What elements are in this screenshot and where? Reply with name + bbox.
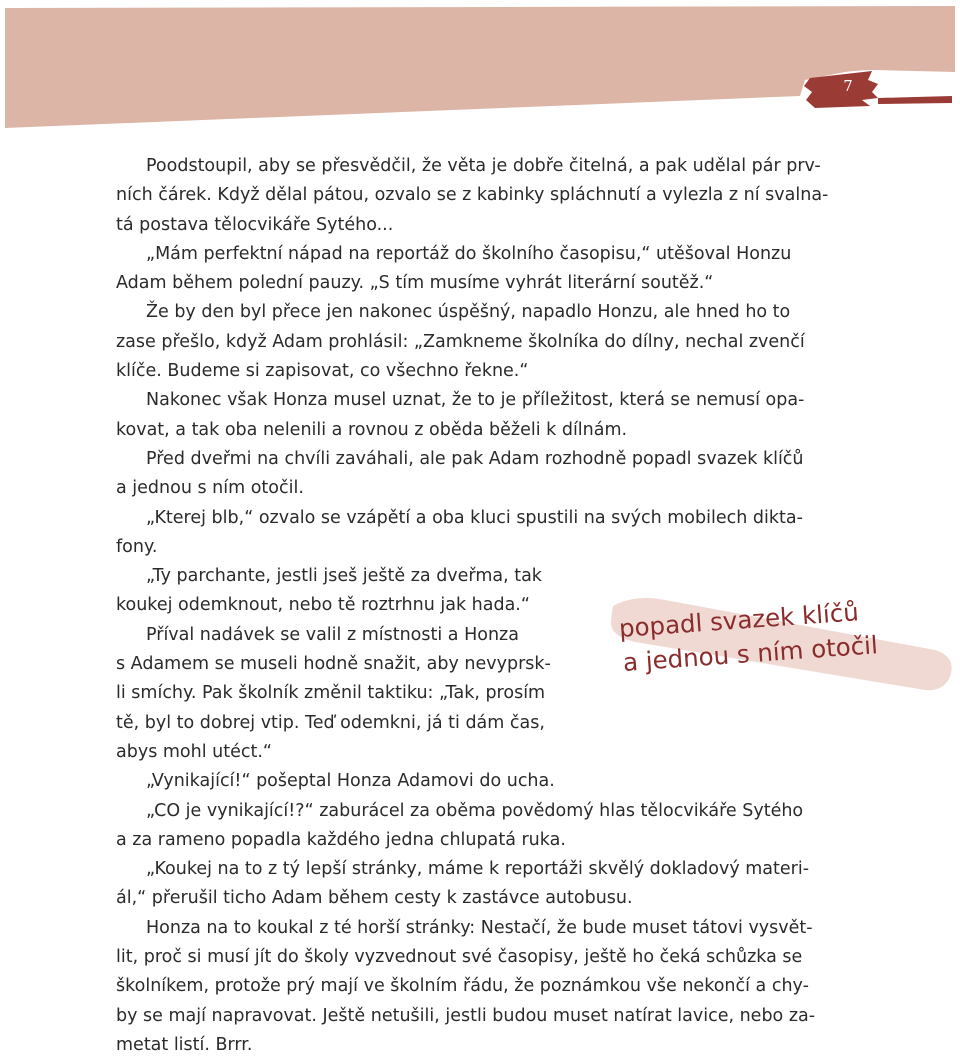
text-line: tá postava tělocvikáře Sytého...	[116, 214, 394, 235]
page-number: 7	[843, 77, 853, 95]
text-line: „Ty parchante, jestli jseš ještě za dveřma, tak	[146, 566, 542, 587]
header-band-shape	[0, 0, 960, 135]
paragraph	[116, 240, 856, 299]
paragraph	[116, 797, 856, 856]
text-line: tě, byl to dobrej vtip. Teď odemkni, já ti dám čas,	[116, 712, 545, 733]
pull-quote	[605, 592, 960, 712]
text-line: ál,“ přerušil ticho Adam během cesty k zastávce autobusu.	[116, 888, 633, 909]
page-header-band	[0, 0, 960, 135]
text-line: a za rameno popadla každého jedna chlupatá ruka.	[116, 829, 566, 850]
text-line: „Mám perfektní nápad na reportáž do školního časopisu,“ utěšoval Honzu	[146, 243, 792, 264]
paragraph	[116, 298, 856, 386]
text-line: Že by den byl přece jen nakonec úspěšný, napadlo Honzu, ale hned ho to	[146, 302, 791, 323]
text-line: kovat, a tak oba nelenili a rovnou z oběda běželi k dílnám.	[116, 419, 628, 440]
text-line: zase přešlo, když Adam prohlásil: „Zamkneme školníka do dílny, nechal zvenčí	[116, 331, 805, 352]
paragraph	[116, 152, 856, 240]
paragraph	[116, 767, 856, 796]
text-line: Honza na to koukal z té horší stránky: Nestačí, že bude muset tátovi vysvět-	[146, 917, 813, 938]
text-line: by se mají napravovat. Ještě netušili, jestli budou muset natírat lavice, nebo za-	[116, 1005, 816, 1026]
text-line: školníkem, protože prý mají ve školním řádu, že poznámkou vše nekončí a chy-	[116, 976, 809, 997]
text-line: „Vynikající!“ pošeptal Honza Adamovi do ucha.	[146, 771, 555, 792]
paragraph	[116, 504, 856, 563]
text-line: „Kterej blb,“ ozvalo se vzápětí a oba kluci spustili na svých mobilech dikta-	[146, 507, 803, 528]
paragraph	[116, 445, 856, 504]
paragraph	[116, 386, 856, 445]
text-line: Adam během polední pauzy. „S tím musíme vyhrát literární soutěž.“	[116, 273, 714, 294]
text-line: koukej odemknout, nebo tě roztrhnu jak hada.“	[116, 595, 530, 616]
text-line: abys mohl utéct.“	[116, 741, 272, 762]
paragraph	[116, 855, 856, 914]
text-line: „Koukej na to z tý lepší stránky, máme k reportáži skvělý dokladový materi-	[146, 859, 810, 880]
text-line: Před dveřmi na chvíli zaváhali, ale pak Adam rozhodně popadl svazek klíčů	[146, 448, 804, 469]
text-line: ních čárek. Když dělal pátou, ozvalo se z kabinky spláchnutí a vylezla z ní svalna-	[116, 185, 829, 206]
text-line: s Adamem se museli hodně snažit, aby nevyprsk-	[116, 654, 551, 675]
text-line: „CO je vynikající!?“ zaburácel za oběma povědomý hlas tělocvikáře Sytého	[146, 800, 804, 821]
paragraph	[116, 914, 856, 1060]
text-line: Příval nadávek se valil z místnosti a Honza	[146, 624, 519, 645]
text-line: klíče. Budeme si zapisovat, co všechno řekne.“	[116, 361, 529, 382]
text-line: metat listí. Brrr.	[116, 1034, 253, 1055]
text-line: lit, proč si musí jít do školy vyzvednout své časopisy, ještě ho čeká schůzka se	[116, 947, 803, 968]
text-line: fony.	[116, 536, 158, 557]
text-line: a jednou s ním otočil.	[116, 478, 304, 499]
text-line: Poodstoupil, aby se přesvědčil, že věta je dobře čitelná, a pak udělal pár prv-	[146, 156, 821, 176]
text-line: li smíchy. Pak školník změnil taktiku: „Tak, prosím	[116, 683, 546, 704]
pull-quote-line: popadl svazek klíčů	[617, 597, 860, 643]
pull-quote-line: a jednou s ním otočil	[621, 630, 879, 677]
text-line: Nakonec však Honza musel uznat, že to je příležitost, která se nemusí opa-	[146, 390, 805, 411]
